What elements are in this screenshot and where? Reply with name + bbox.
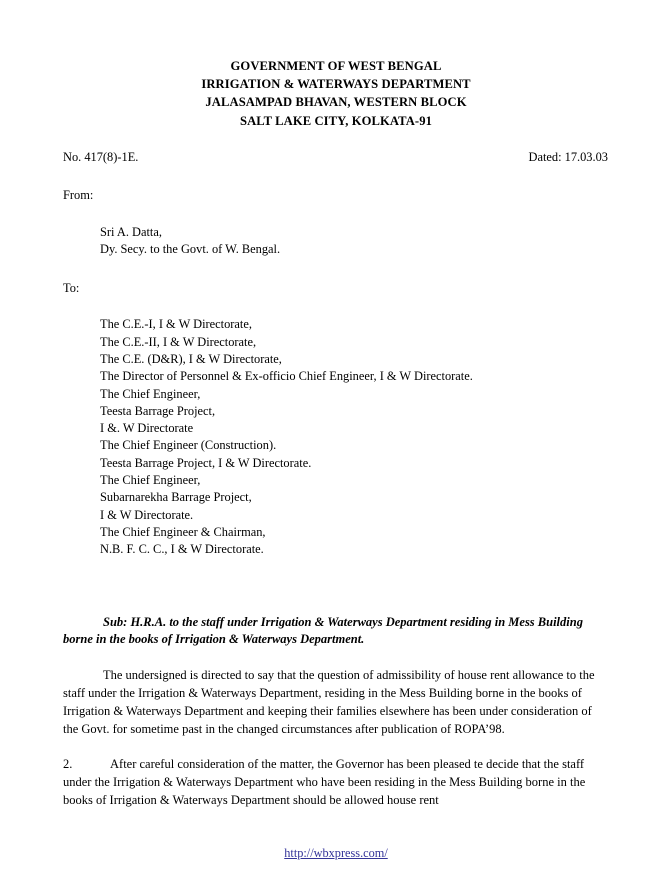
reference-date-row xyxy=(0,149,672,166)
to-address-line: The C.E.-I, I & W Directorate, xyxy=(100,317,252,332)
to-address-line: The C.E. (D&R), I & W Directorate, xyxy=(100,352,282,366)
to-address-line: The Chief Engineer (Construction). xyxy=(100,438,277,453)
letterhead-line-4: SALT LAKE CITY, KOLKATA-91 xyxy=(239,113,433,128)
subject-line: Sub: H.R.A. to the staff under Irrigation & Waterways Department residing in Mess Building borne in the books of Irrigation & Waterways Department. xyxy=(63,614,583,647)
reference-number: No. 417(8)-1E. xyxy=(63,149,139,164)
from-address-line: Sri A. Datta, xyxy=(100,224,162,239)
body-paragraph-1: The undersigned is directed to say that the question of admissibility of house rent allowance to the staff under the Irrigation & Waterways Department, residing in the Mess Building borne in the books of Irrigation & Waterways Department and keeping their families elsewhere has been under consideration of the Govt. for sometime past in the changed circumstances after publication of ROPA’98. xyxy=(63,667,595,737)
footer xyxy=(0,845,672,862)
to-label: To: xyxy=(63,281,80,296)
to-address-line: Teesta Barrage Project, I & W Directorate. xyxy=(100,455,312,470)
from-address-block xyxy=(0,224,672,259)
paragraph-2-text: After careful consideration of the matter, the Governor has been pleased te decide that the staff under the Irrigation & Waterways Department who have been residing in the Mess Building borne in the books of Irrigation & Waterways Department should be allowed house rent xyxy=(63,756,586,807)
to-address-line: The Chief Engineer & Chairman, xyxy=(100,524,266,539)
from-address-line: Dy. Secy. to the Govt. of W. Bengal. xyxy=(100,242,281,257)
letterhead-line-1: GOVERNMENT OF WEST BENGAL xyxy=(230,59,442,73)
source-link[interactable]: http://wbxpress.com/ xyxy=(284,846,388,861)
body-paragraph-2 xyxy=(0,755,672,810)
to-address-line: The Chief Engineer, xyxy=(100,386,201,401)
to-address-line: The Chief Engineer, xyxy=(100,473,201,488)
to-address-block xyxy=(0,316,672,558)
letterhead-line-2: IRRIGATION & WATERWAYS DEPARTMENT xyxy=(201,77,471,92)
to-address-line: The C.E.-II, I & W Directorate, xyxy=(100,334,257,349)
from-label: From: xyxy=(63,187,94,202)
letterhead xyxy=(0,57,672,130)
paragraph-number: 2. xyxy=(63,756,73,771)
to-address-line: I &. W Directorate xyxy=(100,421,194,436)
to-address-line: Subarnarekha Barrage Project, xyxy=(100,490,252,505)
to-address-line: I & W Directorate. xyxy=(100,507,194,522)
to-address-line: Teesta Barrage Project, xyxy=(100,403,216,418)
to-address-line: N.B. F. C. C., I & W Directorate. xyxy=(100,542,264,557)
to-address-line: The Director of Personnel & Ex-officio Chief Engineer, I & W Directorate. xyxy=(100,369,473,384)
document-date: Dated: 17.03.03 xyxy=(528,149,608,164)
letterhead-line-3: JALASAMPAD BHAVAN, WESTERN BLOCK xyxy=(205,95,467,110)
